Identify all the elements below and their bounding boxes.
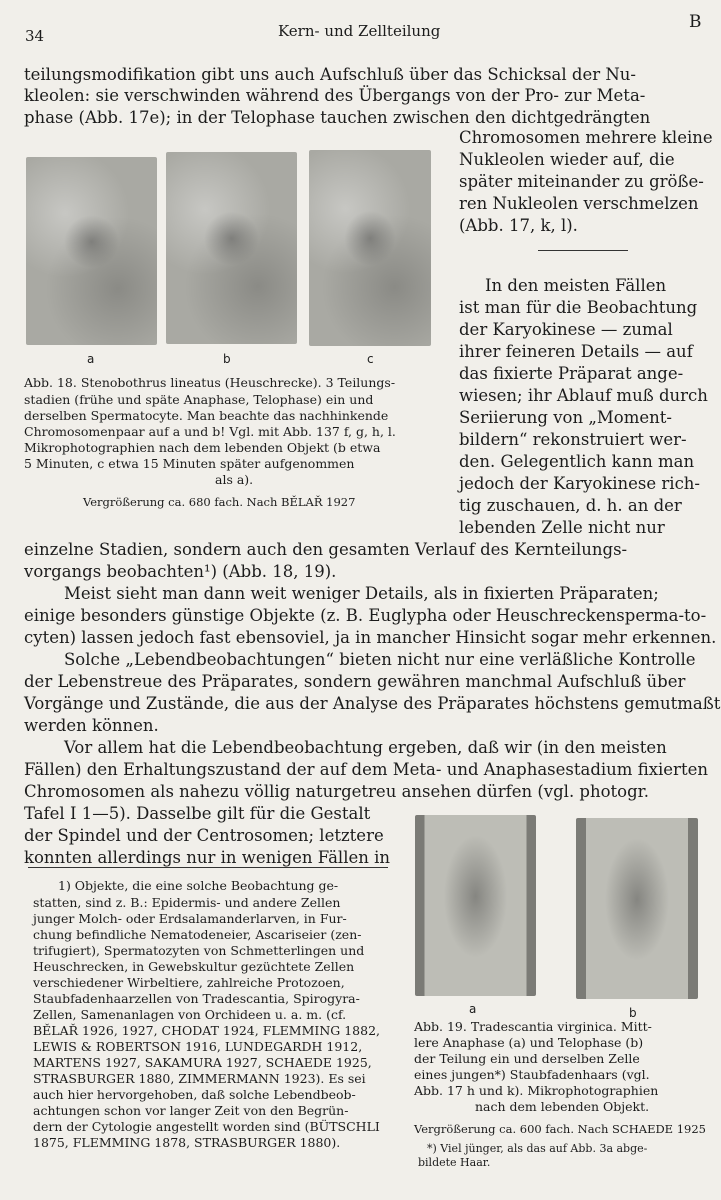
footnote-line: auch hier hervorgehoben, daß solche Lebendbeob- bbox=[33, 1087, 356, 1102]
figure-19-caption-line: nach dem lebenden Objekt. bbox=[475, 1099, 650, 1114]
figure-19b-micrograph bbox=[576, 818, 698, 999]
figure-18-caption-line: 5 Minuten, c etwa 15 Minuten später aufgenommen bbox=[24, 456, 355, 471]
footnote-line: dern der Cytologie angestellt worden sind (BÜTSCHLI bbox=[33, 1119, 380, 1134]
body-line: der Lebenstreue des Präparates, sondern gewähren manchmal Aufschluß über bbox=[24, 672, 686, 691]
body-line: der Spindel und der Centrosomen; letztere bbox=[24, 826, 384, 845]
right-column-line: der Karyokinese — zumal bbox=[459, 320, 673, 339]
footnote-line: Zellen, Samenanlagen von Orchideen u. a. m. (cf. bbox=[33, 1007, 347, 1022]
right-column-line: jedoch der Karyokinese rich- bbox=[459, 474, 701, 493]
body-line: einige besonders günstige Objekte (z. B. Euglypha oder Heuschreckensperma-to- bbox=[24, 606, 707, 625]
right-column-line: ist man für die Beobachtung bbox=[459, 298, 698, 317]
right-column-line: bildern“ rekonstruiert wer- bbox=[459, 430, 687, 449]
right-column-line: lebenden Zelle nicht nur bbox=[459, 518, 665, 537]
figure-19-note-line: bildete Haar. bbox=[418, 1156, 491, 1169]
figure-18-caption-line: als a). bbox=[215, 472, 254, 487]
figure-18-caption-line: Abb. 18. Stenobothrus lineatus (Heuschrecke). 3 Teilungs- bbox=[24, 375, 396, 390]
figure-19-label-b: b bbox=[629, 1006, 637, 1020]
figure-18-caption-line: derselben Spermatocyte. Man beachte das nachhinkende bbox=[24, 408, 389, 423]
footnote-line: chung befindliche Nematodeneier, Ascariseier (zen- bbox=[33, 927, 362, 942]
footnote-line: 1) Objekte, die eine solche Beobachtung ge- bbox=[58, 878, 339, 893]
figure-19-caption-line: Abb. 19. Tradescantia virginica. Mitt- bbox=[414, 1019, 652, 1034]
figure-18-caption-line: stadien (frühe und späte Anaphase, Telophase) ein und bbox=[24, 392, 374, 407]
body-line: Chromosomen als nahezu völlig naturgetreu ansehen dürfen (vgl. photogr. bbox=[24, 782, 650, 801]
footnote-line: BĚLAŘ 1926, 1927, CHODAT 1924, FLEMMING 1882, bbox=[33, 1023, 381, 1038]
body-line: Fällen) den Erhaltungszustand der auf dem Meta- und Anaphasestadium fixierten bbox=[24, 760, 708, 779]
right-column-line: später miteinander zu größe- bbox=[459, 172, 704, 191]
right-column-line: Seriierung von „Moment- bbox=[459, 408, 672, 427]
figure-18-caption-line: Mikrophotographien nach dem lebenden Objekt (b etwa bbox=[24, 440, 381, 455]
body-line: vorgangs beobachten¹) (Abb. 18, 19). bbox=[24, 562, 337, 581]
body-line: Vorgänge und Zustände, die aus der Analyse des Präparates höchstens gemutmaßt bbox=[24, 694, 721, 713]
figure-18c-micrograph bbox=[309, 150, 431, 346]
right-column-line: tig zuschauen, d. h. an der bbox=[459, 496, 682, 515]
footnote-line: Heuschrecken, in Gewebskultur gezüchtete Zellen bbox=[33, 959, 355, 974]
figure-19-caption-line: eines jungen*) Staubfadenhaars (vgl. bbox=[414, 1067, 650, 1082]
figure-18-label-c: c bbox=[367, 352, 374, 366]
body-line: teilungsmodifikation gibt uns auch Aufschluß über das Schicksal der Nu- bbox=[24, 65, 636, 84]
footnote-line: statten, sind z. B.: Epidermis- und andere Zellen bbox=[33, 895, 341, 910]
right-column-line: wiesen; ihr Ablauf muß durch bbox=[459, 386, 708, 405]
page-number: 34 bbox=[25, 27, 45, 45]
figure-19-caption-line: der Teilung ein und derselben Zelle bbox=[414, 1051, 640, 1066]
right-column-line: (Abb. 17, k, l). bbox=[459, 216, 578, 235]
footnote-line: verschiedener Wirbeltiere, zahlreiche Protozoen, bbox=[33, 975, 345, 990]
body-line: Vor allem hat die Lebendbeobachtung ergeben, daß wir (in den meisten bbox=[64, 738, 667, 757]
figure-18b-micrograph bbox=[166, 152, 297, 344]
right-column-line: das fixierte Präparat ange- bbox=[459, 364, 684, 383]
right-column-line: den. Gelegentlich kann man bbox=[459, 452, 695, 471]
running-title: Kern- und Zellteilung bbox=[278, 22, 441, 40]
right-column-line: ihrer feineren Details — auf bbox=[459, 342, 693, 361]
footnote-line: junger Molch- oder Erdsalamanderlarven, in Fur- bbox=[33, 911, 347, 926]
footnote-line: Staubfadenhaarzellen von Tradescantia, Spirogyra- bbox=[33, 991, 360, 1006]
body-line: Solche „Lebendbeobachtungen“ bieten nicht nur eine verläßliche Kontrolle bbox=[64, 650, 696, 669]
footnote-divider bbox=[28, 867, 388, 868]
body-line: Tafel I 1—5). Dasselbe gilt für die Gestalt bbox=[24, 804, 371, 823]
footnote-line: MARTENS 1927, SAKAMURA 1927, SCHAEDE 1925, bbox=[33, 1055, 372, 1070]
body-line: konnten allerdings nur in wenigen Fällen in bbox=[24, 848, 391, 867]
figure-19a-micrograph bbox=[415, 815, 536, 996]
figure-19-note-line: *) Viel jünger, als das auf Abb. 3a abge- bbox=[427, 1142, 648, 1155]
figure-18-caption-line: Chromosomenpaar auf a und b! Vgl. mit Abb. 137 f, g, h, l. bbox=[24, 424, 396, 439]
column-divider bbox=[538, 250, 628, 251]
footnote-line: 1875, FLEMMING 1878, STRASBURGER 1880). bbox=[33, 1135, 341, 1150]
right-column-line: ren Nukleolen verschmelzen bbox=[459, 194, 699, 213]
footnote-line: achtungen schon vor langer Zeit von den Begrün- bbox=[33, 1103, 349, 1118]
figure-19-caption-line: Abb. 17 h und k). Mikrophotographien bbox=[414, 1083, 659, 1098]
signature-mark: B bbox=[689, 12, 702, 32]
body-line: einzelne Stadien, sondern auch den gesamten Verlauf des Kernteilungs- bbox=[24, 540, 628, 559]
figure-18-label-a: a bbox=[87, 352, 95, 366]
figure-18-magnification: Vergrößerung ca. 680 fach. Nach BĚLAŘ 1927 bbox=[83, 495, 356, 509]
right-column-line: Chromosomen mehrere kleine bbox=[459, 128, 713, 147]
right-column-line: In den meisten Fällen bbox=[485, 276, 667, 295]
body-line: phase (Abb. 17e); in der Telophase tauchen zwischen den dichtgedrängten bbox=[24, 108, 651, 127]
body-line: cyten) lassen jedoch fast ebensoviel, ja in mancher Hinsicht sogar mehr erkennen. bbox=[24, 628, 717, 647]
figure-18a-micrograph bbox=[26, 157, 157, 345]
body-line: werden können. bbox=[24, 716, 159, 735]
footnote-line: LEWIS & ROBERTSON 1916, LUNDEGARDH 1912, bbox=[33, 1039, 363, 1054]
figure-18-label-b: b bbox=[223, 352, 231, 366]
body-line: kleolen: sie verschwinden während des Übergangs von der Pro- zur Meta- bbox=[24, 86, 646, 105]
footnote-line: STRASBURGER 1880, ZIMMERMANN 1923). Es sei bbox=[33, 1071, 366, 1086]
footnote-line: trifugiert), Spermatozyten von Schmetterlingen und bbox=[33, 943, 365, 958]
figure-19-label-a: a bbox=[469, 1002, 477, 1016]
figure-19-magnification: Vergrößerung ca. 600 fach. Nach SCHAEDE 1925 bbox=[414, 1122, 706, 1136]
figure-19-caption-line: lere Anaphase (a) und Telophase (b) bbox=[414, 1035, 644, 1050]
body-line: Meist sieht man dann weit weniger Details, als in fixierten Präparaten; bbox=[64, 584, 659, 603]
right-column-line: Nukleolen wieder auf, die bbox=[459, 150, 675, 169]
